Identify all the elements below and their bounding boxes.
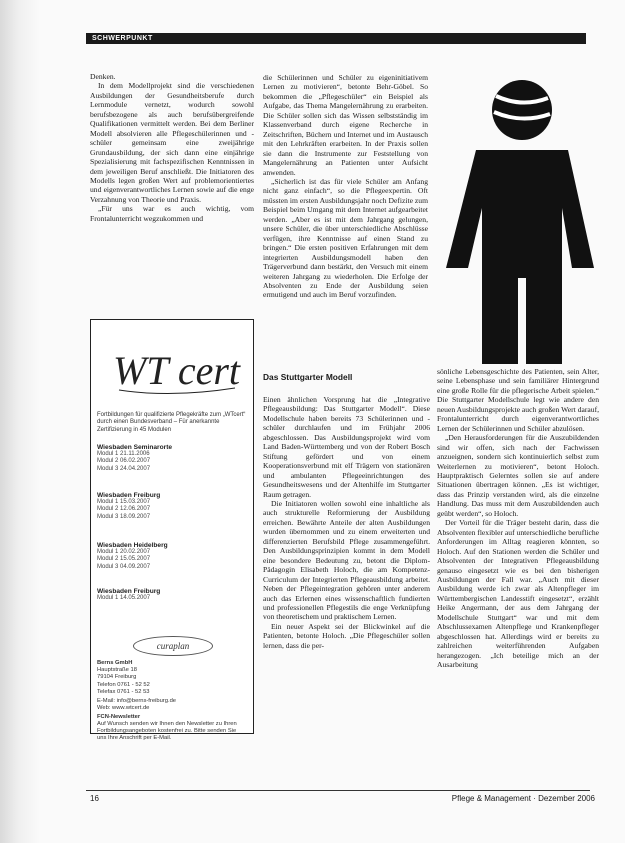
newsletter bbox=[97, 714, 247, 742]
page-number: 16 bbox=[90, 794, 99, 803]
paragraph: Ein neuer Aspekt sei der Blickwinkel auf die Patienten, betonte Holoch. „Die Pflegeschüler sollen lernen, dass die per- bbox=[263, 621, 430, 650]
location-name: Wiesbaden Seminarorte bbox=[97, 444, 173, 451]
ad-company bbox=[97, 660, 247, 681]
section-label: SCHWERPUNKT bbox=[92, 35, 153, 42]
paragraph: Die Initiatoren wollen sowohl eine inhaltliche als auch strukturelle Reformierung der Ausbildung erreichen. Bewährte Anteile der alten Ausbildungen wurden übernommen und zu einem erweiterten und differenzierten Berufsbild Pflege zusammengeführt. Den Ausbildungsprinzipien kommt in dem Modell eine besondere Bedeutung zu, betont die Diplom-Pädagogin Elisabeth Holoch, die am Kompetenz-Curriculum der Integrierten Pflegeausbildung arbeitet. Neben der Pflegeintegration gehören unter anderem auch das Erlernen eines wissenschaftlich fundierten und professionellen Pflegestils die enge Verknüpfung von theoretischem und praktischem Lernen. bbox=[263, 498, 430, 622]
newsletter-text: Auf Wunsch senden wir Ihnen den Newsletter zu Ihren Fortbildungsangeboten kostenfrei zu. Bitte senden Sie uns Ihre Anschrift per E-Mail. bbox=[97, 721, 237, 741]
person-pictogram-icon bbox=[446, 78, 594, 364]
paragraph: „Für uns war es auch wichtig, vom Frontalunterricht wegzukommen und bbox=[90, 204, 254, 223]
location-name: Wiesbaden Freiburg bbox=[97, 492, 161, 499]
logo-text: WT cert bbox=[113, 348, 241, 393]
journal-footer: Pflege & Management · Dezember 2006 bbox=[451, 794, 595, 803]
paragraph: Einen ähnlichen Vorsprung hat die „Integrative Pflegeausbildung: Das Stuttgarter Modell“. Diese Modellschule haben bereits 73 Schülerinnen und -schüler durchlaufen und im Frühjahr 2006 abgeschlossen. Das Ausbildungsprojekt wird vom Land Baden-Württemberg und von der Robert Bosch Stiftung gefördert und von einem Kooperationsverbund mit elf Trägern von stationären und ambulanten Pflegeeinrichtungen des Gesundheitswesens und der Altenhilfe im Stuttgarter Raum getragen. bbox=[263, 395, 430, 499]
location-name: Wiesbaden Heidelberg bbox=[97, 542, 168, 549]
company-email[interactable]: E-Mail: info@berns-freiburg.de Web: www.wtcert.de bbox=[97, 698, 177, 711]
wtcert-logo-icon bbox=[111, 340, 241, 400]
company-address: Hauptstraße 18 79104 Freiburg bbox=[97, 667, 137, 680]
ad-location bbox=[97, 588, 247, 602]
location-name: Wiesbaden Freiburg bbox=[97, 588, 161, 595]
footer-rule bbox=[86, 790, 590, 791]
location-dates: Modul 1 20.02.2007 Modul 2 15.05.2007 Modul 3 04.09.2007 bbox=[97, 549, 151, 570]
column-3 bbox=[437, 367, 599, 670]
paragraph: „Sicherlich ist das für viele Schüler am Anfang nicht ganz einfach“, so die Pflegeexpertin. Oft müssten im ersten Ausbildungsjahr noch Defizite zum Beispiel beim Umgang mit dem Internet aufgearbeitet werden. „Aber es ist mit dem Jahrgang gelungen, unsere Schüler, die über unterschiedliche Abschlüsse verfügen, ihre Kenntnisse auf einen Stand zu bringen.“ Die ersten positiven Erfahrungen mit dem integrierten Ausbildungsmodell haben den Trägerverbund dann bestärkt, den Versuch mit einem weiteren Jahrgang zu wiederholen. Die Erfolge der Absolventen zu Ende der Ausbildung seien ermutigend und auch im Beruf vorzufinden. bbox=[263, 176, 428, 300]
column-2 bbox=[263, 73, 428, 300]
ad-location bbox=[97, 542, 247, 571]
section-header-bar bbox=[86, 33, 586, 44]
newsletter-title: FCN-Newsletter bbox=[97, 714, 141, 720]
paragraph: sönliche Lebensgeschichte des Patienten, sein Alter, seine Lebensphase und sein familiärer Hintergrund eine große Rolle für die pflegerische Arbeit spielen.“ Die Stuttgarter Modellschule legt wie andere den neuen Ausbildungsprojekte auch großen Wert darauf, Frontalunterricht durch eigenverantwortliches Lernen der Schülerinnen und Schüler abzulösen. bbox=[437, 367, 599, 433]
column-1 bbox=[90, 72, 254, 223]
ad-location bbox=[97, 492, 247, 521]
ad-location bbox=[97, 444, 247, 473]
column-2-continued bbox=[263, 395, 430, 650]
company-phone: Telefon 0761 - 52 52 Telefax 0761 - 52 53 bbox=[97, 682, 150, 695]
paragraph: Denken. bbox=[90, 72, 116, 81]
location-dates: Modul 1 14.05.2007 bbox=[97, 595, 151, 602]
location-dates: Modul 1 21.11.2006 Modul 2 06.02.2007 Modul 3 24.04.2007 bbox=[97, 451, 151, 472]
ad-intro-text: Fortbildungen für qualifizierte Pflegekräfte zum „WTcert“ durch einen Bundesverband – Für anerkannte Zertifizierung in 45 Modulen bbox=[97, 412, 246, 433]
paragraph: In dem Modellprojekt sind die verschiedenen Ausbildungen der Gesundheitsberufe durch Lernmodule vernetzt, wodurch sowohl berufsbezogene als auch berufsübergreifende Qualifikationen vermittelt werden. Bei dem Berliner Modell absolvieren alle Pflegeschülerinnen und -schüler gemeinsam eine zweijährige Grundausbildung, der sich dann eine einjährige Spezialisierung mit fachspezifischen Kenntnissen in dem jeweiligen Beruf anschließt. Die Initiatoren des Modells legen großen Wert auf problemorientiertes und eigenverantwortliches Lernen sowie auf die enge Verzahnung von Theorie und Praxis. bbox=[90, 81, 254, 204]
section-heading: Das Stuttgarter Modell bbox=[263, 372, 353, 382]
advertisement-box bbox=[90, 319, 254, 741]
paragraph: „Den Herausforderungen für die Auszubildenden sind wir offen, sich nach der Fachwissen anzueignen, sondern sich kontinuierlich selbst zum Weiterlernen zu motivieren“, betont Holoch. Hauptpraktisch Gelerntes sollen sie auf andere Situationen übertragen können. „Es ist wichtiger, dass das Prinzip verstanden wird, als die einzelne Handlung. Das muss mit dem Auszubildenden auch geübt werden“, so Holoch. bbox=[437, 433, 599, 518]
curaplan-signet: curaplan bbox=[133, 636, 213, 656]
paragraph: Der Vorteil für die Träger besteht darin, dass die Absolventen flexibler auf unterschiedliche berufliche Anforderungen im Alltag reagieren könnten, so Holoch. Auf den Stationen werden die Schüler und Absolventen der Integrativen Pflegeausbildung genauso eingesetzt wie es bei den bisherigen Ausbildungen der Fall war. „Auch mit dieser Ausbildung werde ich zwar als Altenpfleger im Württembergischen Landesstift eingesetzt“, erzählt Heike Angermann, der aus dem Jahrgang der Modellschule Stuttgart“ war und mit dem Abschlussexamen Altenpflege und Krankenpfleger abgeschlossen hat. Allerdings wird er bereits zu zahlreichen weiterführenden Aufgaben herangezogen. „Ich beteilige mich an der Ausarbeitung bbox=[437, 518, 599, 670]
company-name: Berns GmbH bbox=[97, 660, 133, 666]
location-dates: Modul 1 15.03.2007 Modul 2 12.06.2007 Modul 3 18.09.2007 bbox=[97, 499, 151, 520]
paragraph: die Schülerinnen und Schüler zu eigeninitiativem Lernen zu motivieren“, betonte Behr-Göbel. So bekommen die „Pflegeschüler“ ein Beispiel als Aufgabe, das Thema Mangelernährung zu erarbeiten. Die Schüler sollen sich das Wissen selbstständig im Klassenverband durch eigene Recherche in Zeitschriften, Büchern und Internet und im Austausch mit den Lehrkräften erarbeiten. In der Praxis sollen sie dann die Instrumente zur Feststellung von Mangelernährung an Patienten unter Aufsicht anwenden. bbox=[263, 73, 428, 177]
